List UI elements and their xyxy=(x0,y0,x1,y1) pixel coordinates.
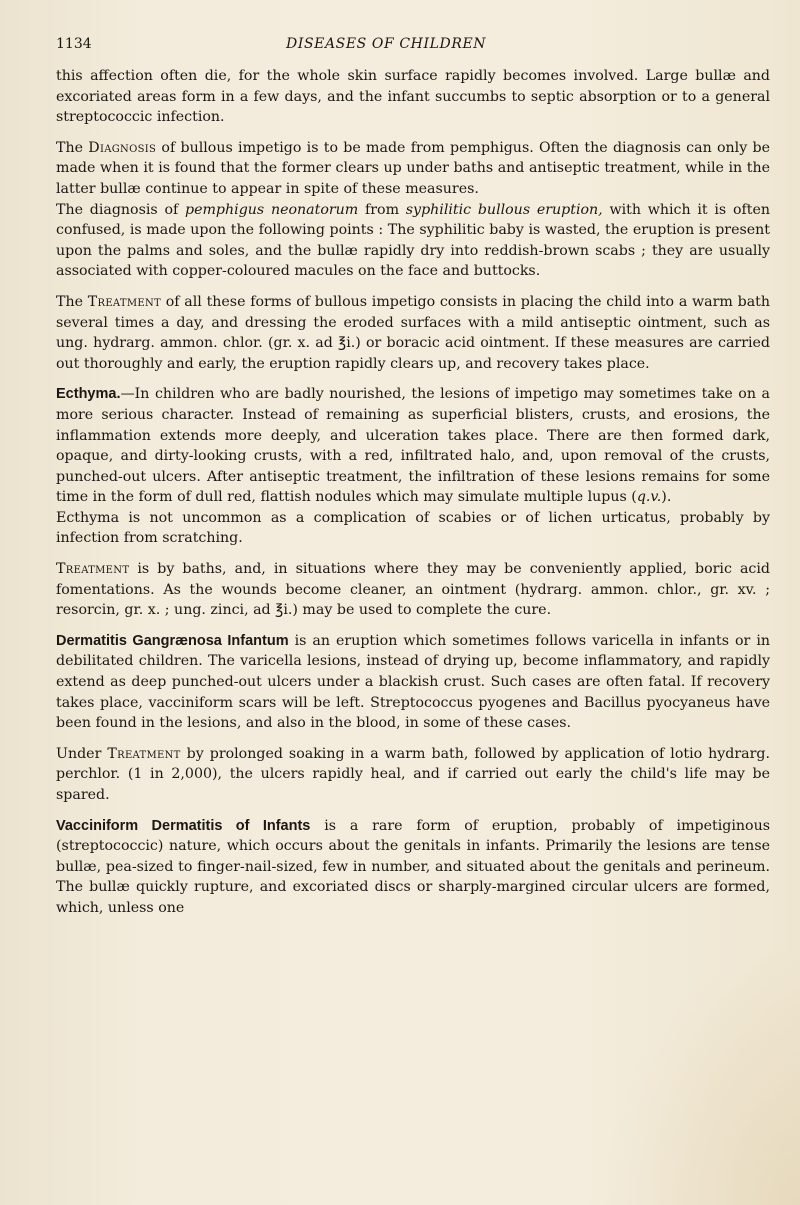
paper-stain xyxy=(600,945,800,1205)
paragraph-pemphigus: The diagnosis of pemphigus neonatorum from syphilitic bullous eruption, with which it is often confused, is made upon the following points : The syphilitic baby is wasted, the eruption is present upon the palms and soles, and the bullæ rapidly dry into reddish-brown scabs ; they are usually associated with copper-coloured macules on the face and buttocks. xyxy=(56,201,770,280)
lead-treatment: Treatment xyxy=(107,745,181,762)
lead-diagnosis: Diagnosis xyxy=(88,139,157,156)
body-text xyxy=(56,66,770,919)
paragraph-ecthyma: Ecthyma.—In children who are badly nourished, the lesions of impetigo may sometimes take on a more serious character. Instead of remaining as superficial blisters, crusts, and erosions, the inflammation extends more deeply, and ulceration takes place. There are then formed dark, opaque, and dirty-looking crusts, with a red, infiltrated halo, and, upon removal of the crusts, punched-out ulcers. After antiseptic treatment, the infiltration of these lesions remains for some time in the form of dull red, flattish nodules which may simulate multiple lupus (q.v.). xyxy=(56,386,770,506)
lead-treatment: Treatment xyxy=(87,293,162,310)
heading-dermatitis-gangraenosa: Dermatitis Gangrænosa Infantum xyxy=(56,632,289,649)
paragraph-treatment-impetigo: The Treatment of all these forms of bullous impetigo consists in placing the child into a warm bath several times a day, and dressing the eroded surfaces with a mild antiseptic ointment, such as ung. hydrarg. ammon. chlor. (gr. x. ad ℥i.) or boracic acid ointment. If these measures are carried out thoroughly and early, the eruption rapidly clears up, and recovery takes place. xyxy=(56,293,770,372)
paragraph-ecthyma-complication: Ecthyma is not uncommon as a complication of scabies or of lichen urticatus, probably by infection from scratching. xyxy=(56,509,770,547)
paragraph-vacciniform: Vacciniform Dermatitis of Infants is a rare form of eruption, probably of impetiginous (streptococcic) nature, which occurs about the genitals in infants. Primarily the lesions are tense bullæ, pea-sized to finger-nail-sized, few in number, and situated about the genitals and perineum. The bullæ quickly rupture, and excoriated discs or sharply-margined circular ulcers are formed, which, unless one xyxy=(56,817,770,916)
heading-vacciniform: Vacciniform Dermatitis of Infants xyxy=(56,817,311,834)
paragraph-diagnosis: The Diagnosis of bullous impetigo is to be made from pemphigus. Often the diagnosis can only be made when it is found that the former clears up under baths and antiseptic treatment, while in the latter bullæ continue to appear in spite of these measures. xyxy=(56,139,770,197)
paragraph-treatment-ecthyma: Treatment is by baths, and, in situations where they may be conveniently applied, boric acid fomentations. As the wounds become cleaner, an ointment (hydrarg. ammon. chlor., gr. xv. ; resorcin, gr. x. ; ung. zinci, ad ℥i.) may be used to complete the cure. xyxy=(56,561,770,619)
running-title: DISEASES OF CHILDREN xyxy=(286,36,487,52)
page-header xyxy=(56,36,770,58)
lead-treatment: Treatment xyxy=(56,561,130,578)
paragraph-intro: this affection often die, for the whole skin surface rapidly becomes involved. Large bullæ and excoriated areas form in a few days, and the infant succumbs to septic absorption or to a general streptococcic infection. xyxy=(56,68,770,126)
heading-ecthyma: Ecthyma. xyxy=(56,386,121,403)
paragraph-treatment-gangraenosa: Under Treatment by prolonged soaking in a warm bath, followed by application of lotio hydrarg. perchlor. (1 in 2,000), the ulcers rapidly heal, and if carried out early the child's life may be spared. xyxy=(56,745,770,803)
page-number: 1134 xyxy=(56,36,92,52)
paragraph-dermatitis-gangraenosa: Dermatitis Gangrænosa Infantum is an eruption which sometimes follows varicella in infants or in debilitated children. The varicella lesions, instead of drying up, become inflammatory, and rapidly extend as deep punched-out ulcers under a blackish crust. Such cases are often fatal. If recovery takes place, vacciniform scars will be left. Streptococcus pyogenes and Bacillus pyocyaneus have been found in the lesions, and also in the blood, in some of these cases. xyxy=(56,632,770,732)
